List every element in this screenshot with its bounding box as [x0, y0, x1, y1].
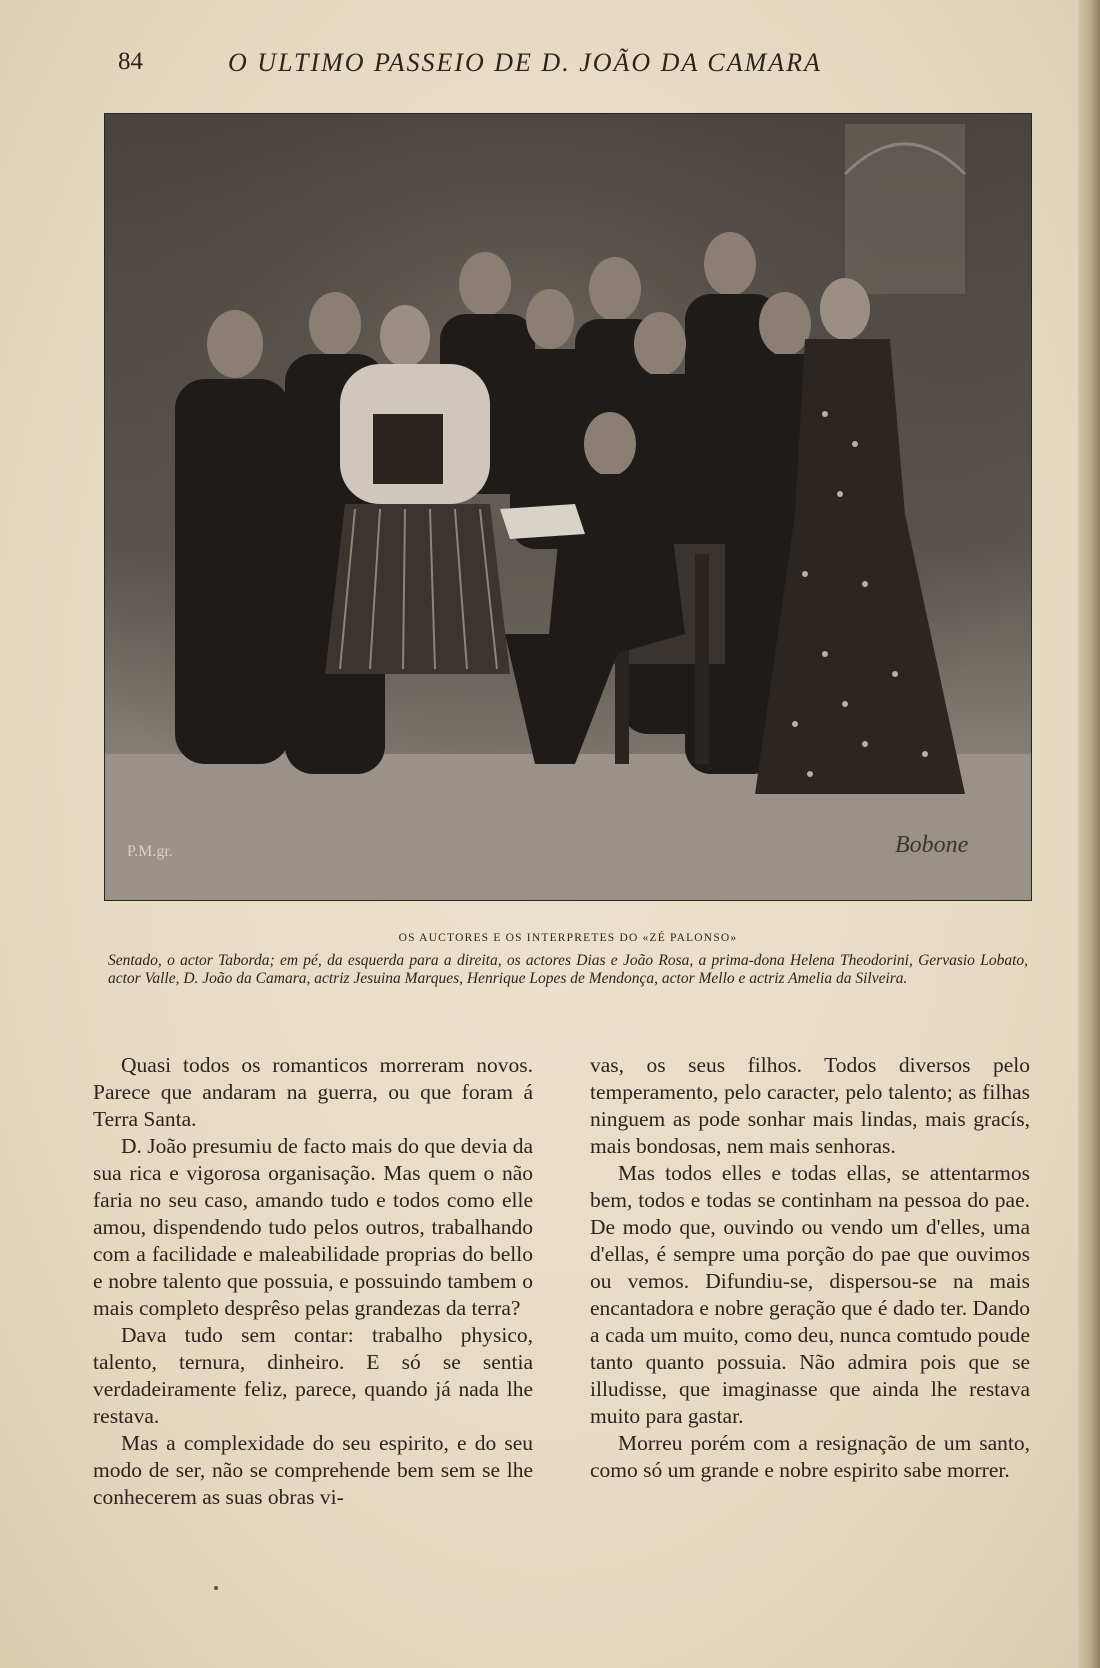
text-column-left	[93, 1052, 533, 1511]
caption-text: Sentado, o actor Taborda; em pé, da esquerda para a direita, os actores Dias e João Rosa, a prima-dona Helena Theodorini, Gervasio Lobato, actor Valle, D. João da Camara, actriz Jesuina Marques, Henrique Lopes de Mendonça, actor Mello e actriz Amelia da Silveira.	[108, 952, 1028, 987]
photographer-signature: Bobone	[895, 832, 969, 858]
page-number: 84	[118, 48, 143, 75]
paragraph: Mas todos elles e todas ellas, se attentarmos bem, todos e todas se continham na pessoa do pae. De modo que, ouvindo ou vendo um d'elles, uma d'ellas, é sempre uma porção do pae que ouvimos ou vemos. Difundiu-se, dispersou-se na mais encantadora e nobre geração que é dado ter. Dando a cada um muito, como deu, nunca comtudo poude tanto quanto possuia. Não admira pois que se illudisse, que imaginasse que ainda lhe restava muito para gastar.	[590, 1161, 1030, 1428]
group-photograph	[105, 114, 1031, 900]
paragraph: Morreu porém com a resignação de um santo, como só um grande e nobre espirito sabe morrer.	[590, 1431, 1030, 1482]
caption-title: OS AUCTORES E OS INTERPRETES DO «ZÉ PALONSO»	[398, 932, 738, 944]
paragraph: Dava tudo sem contar: trabalho physico, talento, ternura, dinheiro. E só se sentia verdadeiramente feliz, parece, quando já nada lhe restava.	[93, 1323, 533, 1428]
photo-illustration	[105, 114, 1031, 900]
book-spine-shadow	[1078, 0, 1100, 1668]
ink-speck	[214, 1586, 218, 1590]
running-title: O ULTIMO PASSEIO DE D. JOÃO DA CAMARA	[228, 48, 822, 77]
paragraph: Quasi todos os romanticos morreram novos. Parece que andaram na guerra, ou que foram á Terra Santa.	[93, 1053, 533, 1131]
paragraph: vas, os seus filhos. Todos diversos pelo temperamento, pelo caracter, pelo talento; as filhas ninguem as pode sonhar mais lindas, mais gracís, mais bondosas, nem mais senhoras.	[590, 1053, 1030, 1158]
paragraph: D. João presumiu de facto mais do que devia da sua rica e vigorosa organisação. Mas quem o não faria no seu caso, amando tudo e todos como elle amou, dispendendo tudo pelos outros, trabalhando com a facilidade e maleabilidade proprias do bello e nobre talento que possuia, e possuindo tambem o mais completo desprêso pelas grandezas da terra?	[93, 1134, 533, 1320]
paragraph: Mas a complexidade do seu espirito, e do seu modo de ser, não se comprehende bem sem se lhe conhecerem as suas obras vi-	[93, 1431, 533, 1509]
engraver-signature: P.M.gr.	[127, 843, 173, 860]
text-column-right	[590, 1052, 1030, 1484]
running-header	[118, 48, 918, 88]
